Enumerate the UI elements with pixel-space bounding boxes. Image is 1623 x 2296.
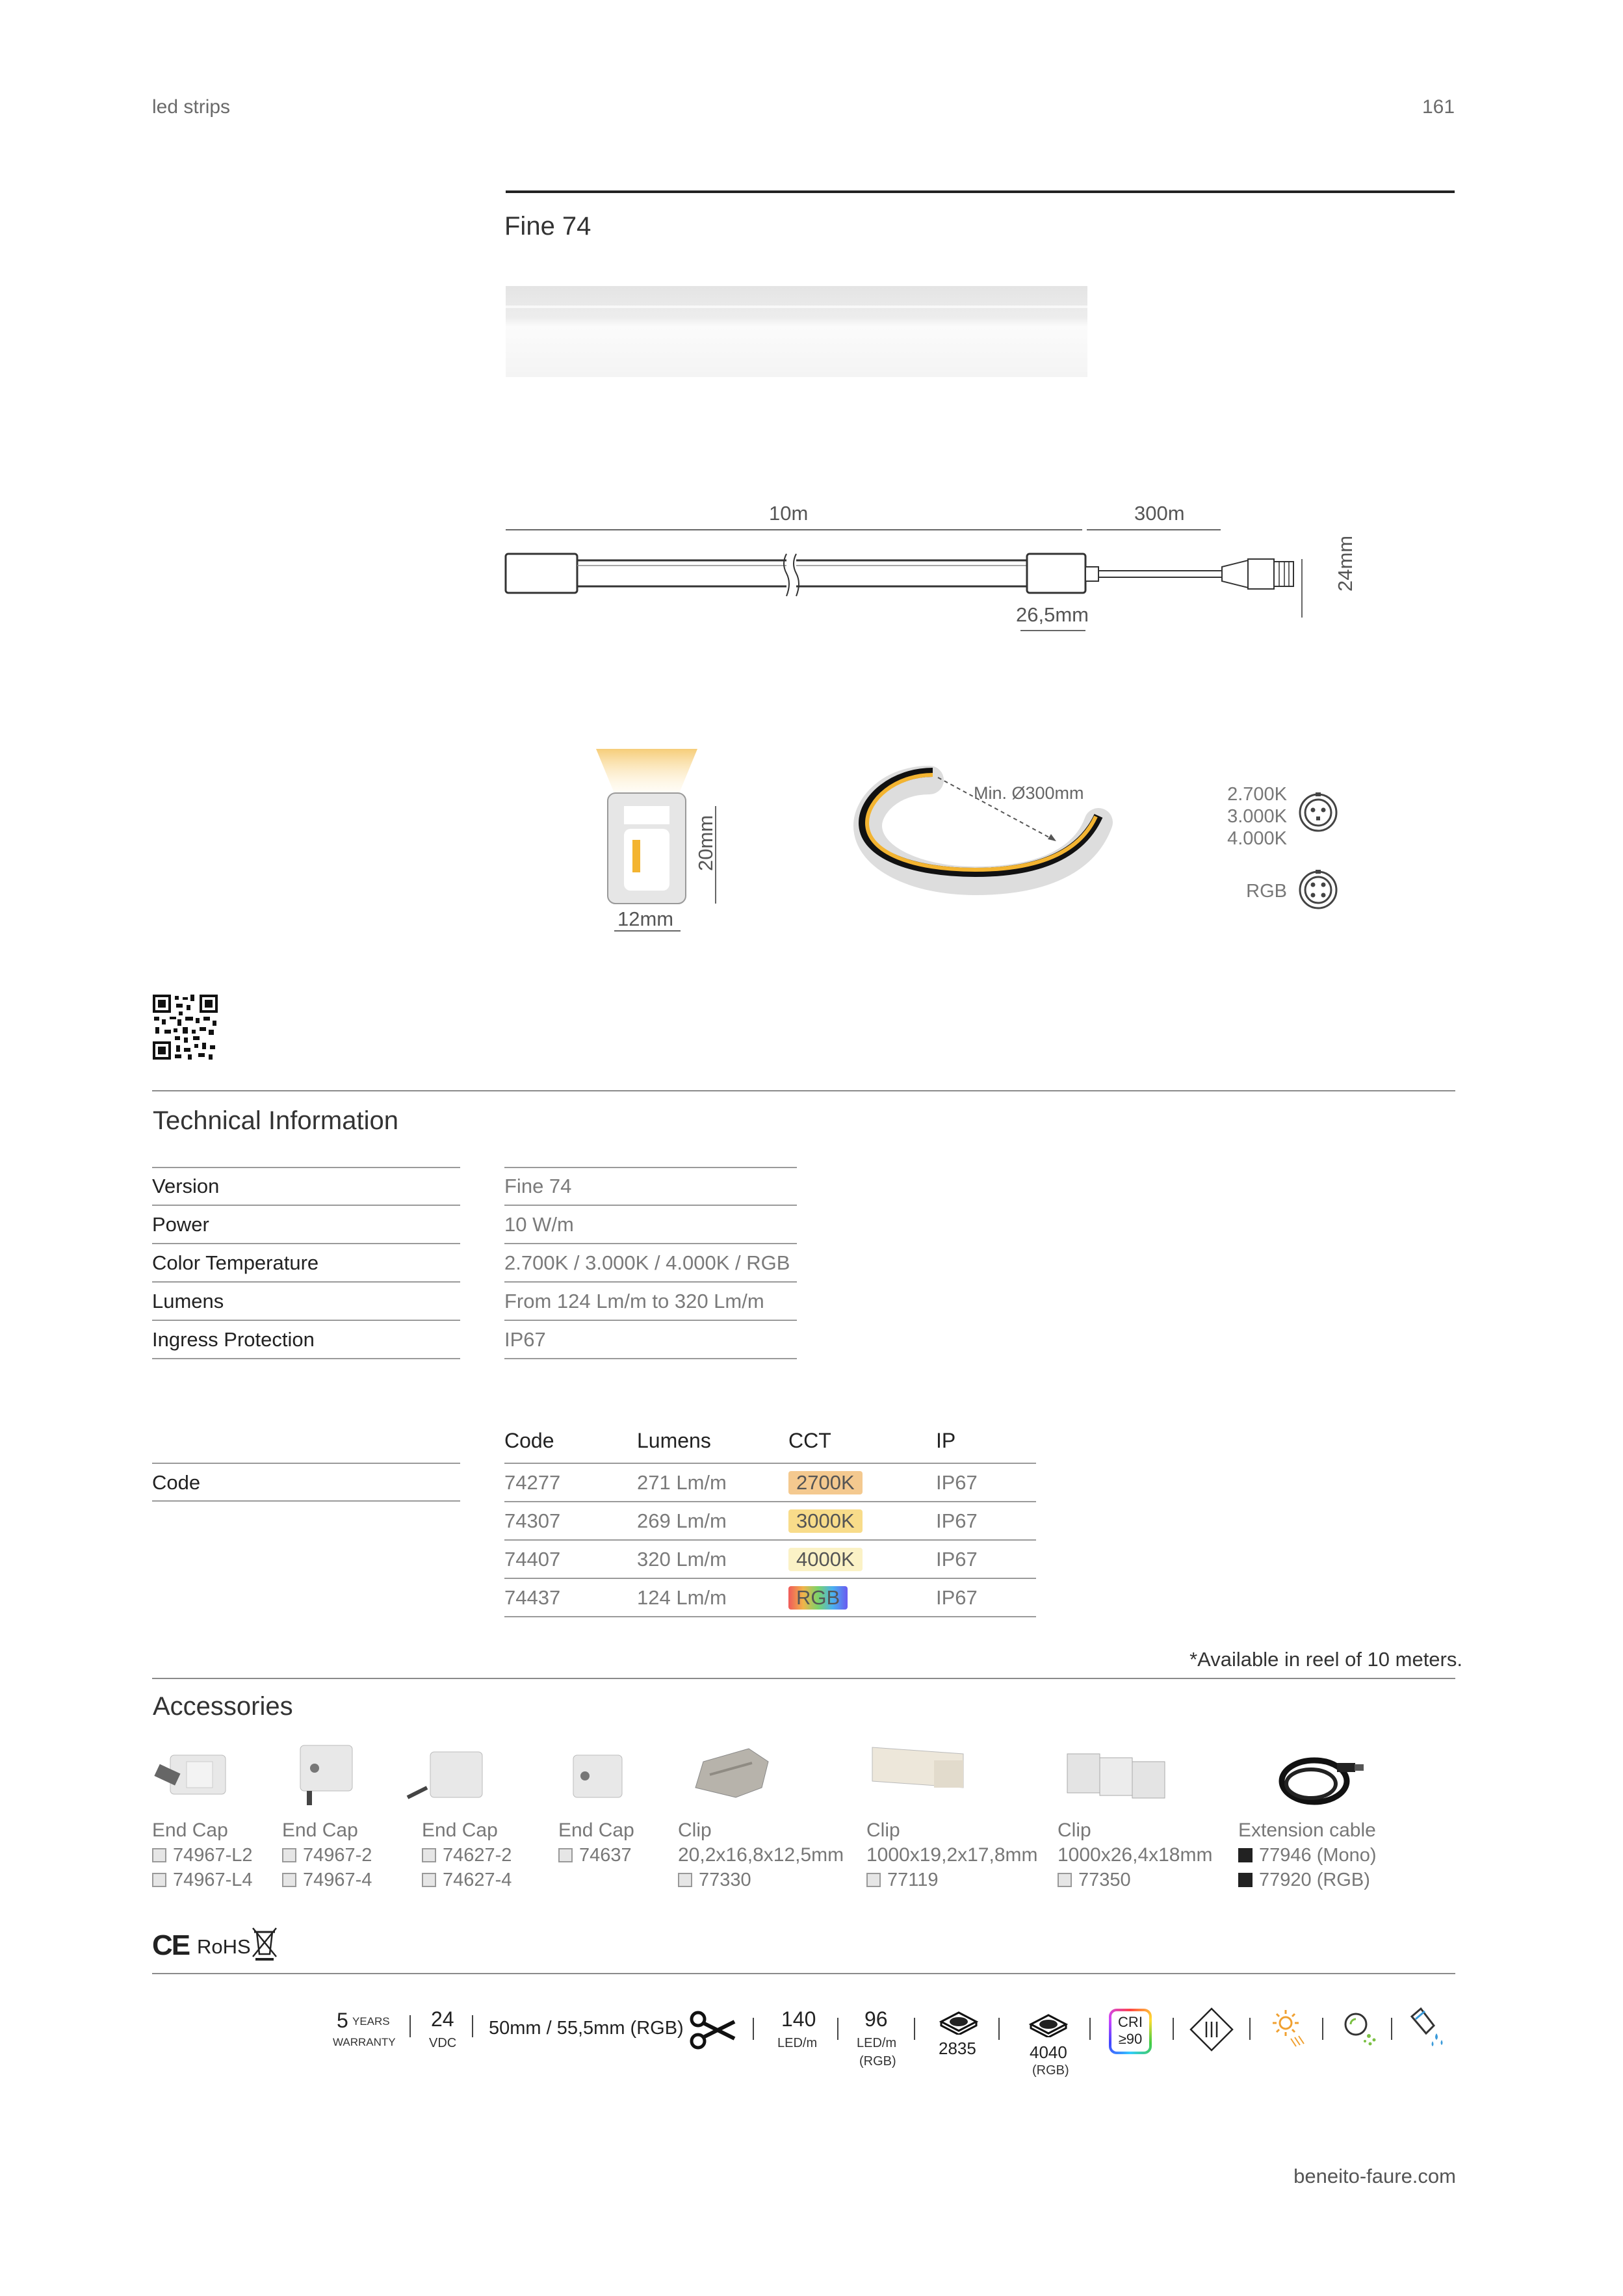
- dust-resistance-icon: [1342, 2009, 1378, 2048]
- accessory-code-row[interactable]: [678, 1868, 844, 1892]
- section-name: led strips: [152, 96, 231, 118]
- accessory-item: [1058, 1818, 1212, 1892]
- connector-rgb-label: RGB: [1246, 881, 1287, 902]
- led-density-rgb-unit: LED/m: [857, 2036, 897, 2050]
- accessory-item: [152, 1818, 253, 1892]
- spec-label: Lumens: [152, 1290, 224, 1312]
- accessory-name: Clip 1000x26,4x18mm: [1058, 1820, 1213, 1866]
- checkbox-icon[interactable]: [152, 1848, 166, 1862]
- warranty-label: WARRANTY: [333, 2036, 396, 2048]
- cri-label: CRI: [1118, 2014, 1143, 2030]
- cct-badge: [788, 1471, 863, 1494]
- technical-title: Technical Information: [153, 1106, 398, 1135]
- spec-value: 2.700K / 3.000K / 4.000K / RGB: [504, 1251, 790, 1274]
- class-iii-icon: [1189, 2007, 1234, 2052]
- accessory-code-row[interactable]: [152, 1843, 253, 1868]
- code-table-rule: [504, 1463, 1036, 1464]
- code-cell-code: 74437: [504, 1586, 561, 1609]
- separator: [1322, 2018, 1323, 2040]
- cct-value: 2700K: [788, 1471, 863, 1494]
- spec-label: Version: [152, 1175, 220, 1197]
- strip-photo: [506, 286, 1087, 377]
- separator: [472, 2015, 473, 2037]
- accessory-code: 74627-2: [443, 1845, 512, 1866]
- accessory-code: 77330: [699, 1870, 751, 1890]
- accessory-code: 74967-L4: [173, 1870, 253, 1890]
- code-cell-code: 74407: [504, 1548, 561, 1571]
- code-row-rule: [504, 1501, 1036, 1502]
- accessory-name: Clip 20,2x16,8x12,5mm: [678, 1820, 844, 1866]
- uv-resistance-icon: [1271, 2009, 1308, 2048]
- separator: [753, 2018, 754, 2040]
- accessory-name: Extension cable: [1238, 1820, 1376, 1841]
- chip-2835-icon: [936, 2009, 981, 2035]
- spec-label: Ingress Protection: [152, 1328, 315, 1351]
- voltage-value: 24: [431, 2007, 454, 2031]
- code-row-rule: [504, 1539, 1036, 1541]
- checkbox-icon[interactable]: [1238, 1873, 1253, 1887]
- scissors-icon: [689, 2010, 736, 2050]
- features-rule: [152, 1973, 1455, 1974]
- product-rule: [506, 190, 1455, 193]
- page-number: 161: [1422, 96, 1455, 118]
- spec-value: 10 W/m: [504, 1213, 574, 1236]
- code-cell-lumens: 269 Lm/m: [637, 1509, 727, 1532]
- spec-value: Fine 74: [504, 1175, 572, 1197]
- end-cap-image-4: [573, 1755, 622, 1797]
- checkbox-icon[interactable]: [558, 1848, 573, 1862]
- accessory-code-row[interactable]: [1238, 1868, 1377, 1892]
- checkbox-icon[interactable]: [1058, 1873, 1072, 1887]
- accessory-code: 77350: [1078, 1870, 1131, 1890]
- spec-value-row: [504, 1207, 797, 1244]
- accessory-code-row[interactable]: [422, 1868, 512, 1892]
- accessory-code-row[interactable]: [1058, 1868, 1212, 1892]
- code-label-rule-top: [152, 1463, 460, 1464]
- accessories-rule: [152, 1678, 1455, 1679]
- connector-rgb-icon: [1297, 869, 1339, 911]
- checkbox-icon[interactable]: [282, 1873, 296, 1887]
- connector-dimension-label: 24mm: [1334, 535, 1357, 592]
- led-density-rgb: 96: [864, 2007, 888, 2031]
- reel-note: *Available in reel of 10 meters.: [1189, 1648, 1462, 1671]
- code-table-header: Lumens: [637, 1429, 711, 1452]
- led-density-rgb-sub: (RGB): [859, 2054, 896, 2068]
- accessory-name: End Cap: [558, 1820, 634, 1841]
- chip-2835-label: 2835: [939, 2039, 976, 2058]
- qr-code[interactable]: [153, 995, 218, 1060]
- length-label: 10m: [769, 502, 809, 525]
- accessories-title: Accessories: [153, 1692, 293, 1721]
- accessory-code-row[interactable]: [558, 1843, 634, 1868]
- code-cell-ip: IP67: [936, 1586, 978, 1609]
- code-row-rule: [504, 1616, 1036, 1617]
- accessory-item: [678, 1818, 844, 1892]
- warranty-years: YEARS: [352, 2015, 390, 2028]
- connector-mono-icon: [1297, 792, 1339, 833]
- clip-image-3: [1067, 1754, 1165, 1798]
- code-table-header: IP: [936, 1429, 956, 1452]
- checkbox-icon[interactable]: [1238, 1848, 1253, 1862]
- connector-mono-label: 2.700K 3.000K 4.000K: [1227, 784, 1287, 849]
- code-cell-code: 74277: [504, 1471, 561, 1494]
- end-cap-l-image: [154, 1755, 226, 1794]
- extension-cable-image: [1282, 1760, 1364, 1802]
- cct-value: 3000K: [788, 1509, 863, 1533]
- separator: [914, 2018, 915, 2040]
- website[interactable]: beneito-faure.com: [1293, 2165, 1456, 2187]
- accessory-code: 74627-4: [443, 1870, 512, 1890]
- cct-value: 4000K: [788, 1548, 863, 1571]
- spec-label-row: [152, 1283, 460, 1321]
- cct-badge: [788, 1586, 848, 1610]
- spec-value-row: [504, 1245, 797, 1283]
- accessory-code: 77119: [887, 1870, 939, 1890]
- product-title: Fine 74: [504, 212, 591, 241]
- separator: [409, 2015, 411, 2037]
- accessory-name: End Cap: [152, 1820, 228, 1841]
- accessory-item: [1238, 1818, 1377, 1892]
- width-label: 12mm: [617, 907, 674, 930]
- weee-icon: [250, 1925, 279, 1961]
- spec-value-row: [504, 1283, 797, 1321]
- code-cell-ip: IP67: [936, 1548, 978, 1571]
- spec-label-row: [152, 1245, 460, 1283]
- spec-label: Power: [152, 1213, 209, 1236]
- accessory-code-row[interactable]: [282, 1868, 372, 1892]
- cct-badge: [788, 1548, 863, 1571]
- led-density-mono: 140: [781, 2007, 816, 2031]
- chip-4040-label: 4040: [1030, 2042, 1067, 2062]
- led-density-mono-unit: LED/m: [777, 2036, 818, 2050]
- water-resistance-icon: [1408, 2006, 1448, 2049]
- separator: [1089, 2018, 1091, 2040]
- separator: [1173, 2018, 1174, 2040]
- code-cell-lumens: 124 Lm/m: [637, 1586, 727, 1609]
- separator: [1249, 2018, 1251, 2040]
- cut-length: 50mm / 55,5mm (RGB): [489, 2018, 684, 2039]
- end-cap-image-2: [300, 1745, 352, 1805]
- spec-value-row: [504, 1168, 797, 1206]
- cable-length-label: 300m: [1134, 502, 1185, 525]
- code-table-header: CCT: [788, 1429, 831, 1452]
- cct-badge: [788, 1509, 863, 1533]
- code-cell-lumens: 320 Lm/m: [637, 1548, 727, 1571]
- accessory-item: [558, 1818, 634, 1868]
- accessory-code: 77920 (RGB): [1259, 1870, 1370, 1890]
- separator: [1391, 2018, 1392, 2040]
- accessory-name: End Cap: [282, 1820, 358, 1841]
- accessory-code-row[interactable]: [152, 1868, 253, 1892]
- checkbox-icon[interactable]: [282, 1848, 296, 1862]
- accessory-code: 77946 (Mono): [1259, 1845, 1377, 1866]
- cri-badge: [1109, 2009, 1152, 2054]
- voltage-unit: VDC: [429, 2036, 457, 2050]
- bend-radius-label: Min. Ø300mm: [974, 783, 1084, 803]
- cap-dimension-label: 26,5mm: [1016, 603, 1089, 626]
- checkbox-icon[interactable]: [678, 1873, 692, 1887]
- code-cell-code: 74307: [504, 1509, 561, 1532]
- accessory-name: Clip 1000x19,2x17,8mm: [866, 1820, 1038, 1866]
- accessory-images: [151, 1736, 1451, 1814]
- spec-label-row: [152, 1207, 460, 1244]
- code-cell-ip: IP67: [936, 1509, 978, 1532]
- separator: [998, 2018, 1000, 2040]
- code-label-rule-bottom: [152, 1500, 460, 1502]
- accessory-item: [282, 1818, 372, 1892]
- dimension-drawing: [500, 494, 1378, 644]
- code-cell-ip: IP67: [936, 1471, 978, 1494]
- technical-rule: [152, 1090, 1455, 1091]
- accessory-item: [422, 1818, 512, 1892]
- accessory-code-row[interactable]: [866, 1868, 1038, 1892]
- code-row-label: Code: [152, 1471, 201, 1494]
- spec-value: From 124 Lm/m to 320 Lm/m: [504, 1290, 764, 1312]
- accessory-item: [866, 1818, 1038, 1892]
- chip-4040-icon: [1026, 2011, 1071, 2037]
- spec-label: Color Temperature: [152, 1251, 319, 1274]
- spec-label-row: [152, 1322, 460, 1359]
- checkbox-icon[interactable]: [866, 1873, 881, 1887]
- separator: [837, 2018, 838, 2040]
- ce-mark: CE: [152, 1929, 190, 1961]
- accessory-code: 74967-2: [303, 1845, 372, 1866]
- end-cap-image-3: [408, 1752, 482, 1797]
- cri-value: ≥90: [1118, 2031, 1143, 2047]
- code-cell-lumens: 271 Lm/m: [637, 1471, 727, 1494]
- spec-label-row: [152, 1168, 460, 1206]
- height-label: 20mm: [694, 815, 717, 871]
- warranty-number: 5: [337, 2009, 348, 2032]
- accessory-code-row[interactable]: [1238, 1843, 1377, 1868]
- rohs-mark: RoHS: [197, 1935, 251, 1958]
- accessory-code-row[interactable]: [422, 1843, 512, 1868]
- accessory-code-row[interactable]: [282, 1843, 372, 1868]
- clip-image-1: [695, 1749, 768, 1797]
- code-table-header: Code: [504, 1429, 554, 1452]
- accessory-code: 74967-L2: [173, 1845, 253, 1866]
- checkbox-icon[interactable]: [422, 1848, 436, 1862]
- checkbox-icon[interactable]: [152, 1873, 166, 1887]
- cct-value: RGB: [788, 1586, 848, 1610]
- clip-image-2: [872, 1747, 963, 1788]
- accessory-name: End Cap: [422, 1820, 498, 1841]
- spec-value: IP67: [504, 1328, 546, 1351]
- code-row-rule: [504, 1578, 1036, 1579]
- chip-4040-sub: (RGB): [1032, 2063, 1069, 2078]
- spec-value-row: [504, 1322, 797, 1359]
- checkbox-icon[interactable]: [422, 1873, 436, 1887]
- accessory-code: 74967-4: [303, 1870, 372, 1890]
- accessory-code: 74637: [579, 1845, 632, 1866]
